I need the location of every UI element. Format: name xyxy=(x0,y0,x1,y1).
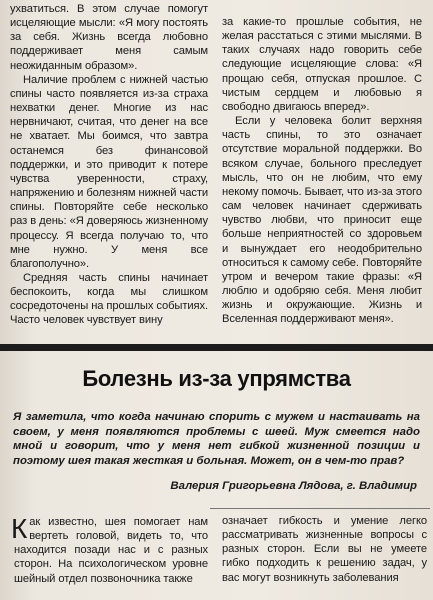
reader-letter: Я заметила, что когда начинаю спорить с мужем и настаивать на своем, у меня появляются проблемы с шеей. Муж смеется надо мной и говорит, что у меня нет гибкой жизненной позиции и поэтому шея такая жесткая и больная. Может, он в чем-то прав? xyxy=(13,411,420,467)
divider-line xyxy=(210,508,430,509)
section-divider xyxy=(0,344,433,351)
paragraph-text: ак известно, шея помогает нам вертеть головой, видеть то, что находится позади нас и с разных сторон. На психологическом уровне шейный отдел позвоночника также xyxy=(14,516,208,585)
paragraph: означает гибкость и умение легко рассматривать жизненные вопросы с разных сторон. Если вы не умеете гибко подходить к решению задач, у вас могут возникнуть заболевания xyxy=(222,515,427,584)
drop-cap: К xyxy=(11,513,28,544)
paragraph xyxy=(11,513,208,586)
paragraph: Средняя часть спины начинает беспокоить, когда мы слишком сосредоточены на прошлых событиях. Часто человек чувствует вину xyxy=(10,271,208,327)
paragraph: ухватиться. В этом случае помогут исцеляющие мысли: «Я могу постоять за себя. Жизнь всегда любовно поддерживает меня самым неожиданным образом». xyxy=(10,3,208,72)
letter-signature: Валерия Григорьевна Лядова, г. Владимир xyxy=(170,480,417,492)
answer-left-column xyxy=(11,513,208,586)
article-headline: Болезнь из-за упрямства xyxy=(82,366,351,391)
article-right-column xyxy=(222,15,422,326)
answer-right-column xyxy=(222,514,427,585)
paragraph: за какие-то прошлые события, не желая расстаться с этими мыслями. В таких случаях надо говорить себе следующие исцеляющие слова: «Я прощаю себя, отпуская прошлое. С чистым сердцем и любовью я свободно двигаюсь вперед». xyxy=(222,16,422,113)
paragraph: Наличие проблем с нижней частью спины часто появляется из-за страха нехватки денег. Многие из нас нервничают, считая, что денег на все не хватает. Мы боимся, что завтра останемся без финансовой поддержки, и это приводит к потере чувства уверенности, страху, напряжению и болезням нижней части спины. Повторяйте себе несколько раз в день: «Я доверяюсь жизненному процессу. Я всегда получаю то, что мне нужно. У меня все благополучно». xyxy=(10,73,208,270)
article-left-column xyxy=(10,2,208,328)
paragraph: Если у человека болит верхняя часть спины, то это означает отсутствие моральной поддержки. Во всяком случае, больного преследует мысль, что он не любим, что ему некому помочь. Бывает, что из-за этого сам человек начинает сдерживать чувство любви, что приносит еще больше неприятностей со здоровьем и вынуждает его неодобрительно относиться к самому себе. Повторяйте утром и вечером такие фразы: «Я люблю и одобряю себя. Меня любит жизнь и окружающие. Жизнь и Вселенная поддерживают меня». xyxy=(222,115,423,326)
